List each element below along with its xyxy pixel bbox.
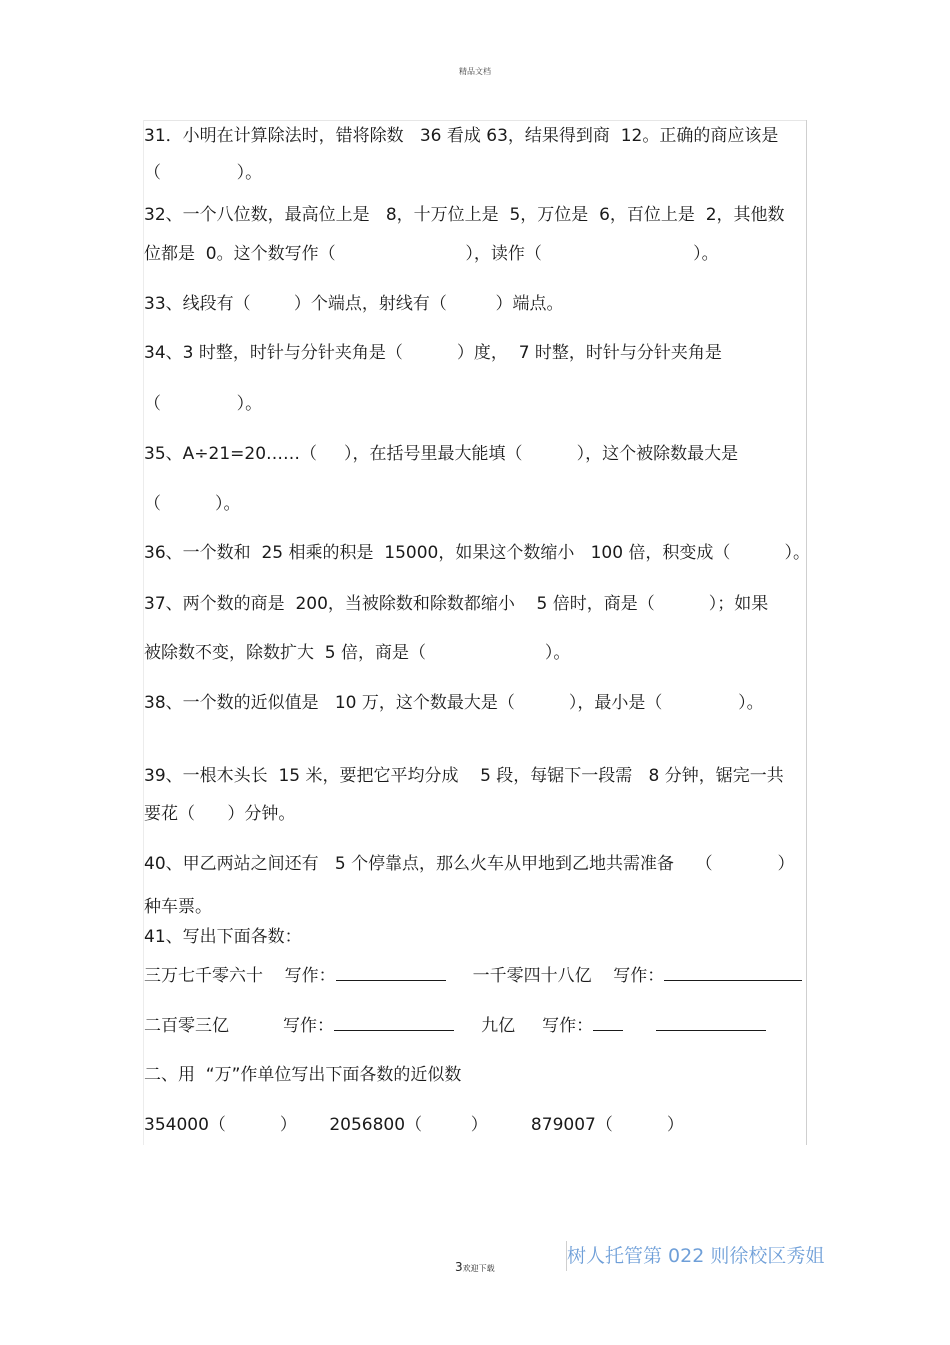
q41-row2-label-a: 二百零三亿 写作：	[144, 1016, 335, 1036]
page-header: 精品文档	[459, 67, 491, 76]
q41-row1-label-a: 三万七千零六十 写作：	[144, 966, 336, 986]
question-34-line-1: 34、3 时整，时针与分针夹角是（ ）度， 7 时整，时针与分针夹角是	[144, 343, 722, 363]
watermark: 树人托管第 022 则徐校区秀姐	[566, 1241, 807, 1271]
answer-blank[interactable]	[656, 1016, 766, 1031]
page-footer	[455, 1260, 495, 1274]
answer-blank[interactable]	[664, 966, 802, 981]
answer-blank[interactable]	[593, 1016, 623, 1031]
question-33: 33、线段有（ ）个端点，射线有（ ）端点。	[144, 294, 564, 314]
question-32-line-2: 位都是 0。这个数写作（ ），读作（ ）。	[144, 244, 719, 264]
question-32-line-1: 32、一个八位数，最高位上是 8，十万位上是 5，万位是 6，百位上是 2，其他数	[144, 205, 785, 225]
question-35-line-2: （ ）。	[144, 494, 241, 514]
question-37-line-2: 被除数不变，除数扩大 5 倍，商是（ ）。	[144, 643, 571, 663]
question-40-line-1: 40、甲乙两站之间还有 5 个停靠点，那么火车从甲地到乙地共需准备 （ ）	[144, 854, 795, 874]
question-36: 36、一个数和 25 相乘的积是 15000，如果这个数缩小 100 倍，积变成（ ）。	[144, 543, 810, 563]
question-39-line-2: 要花（ ）分钟。	[144, 804, 296, 824]
question-40-line-2: 种车票。	[144, 897, 212, 917]
question-41-row-1	[144, 965, 802, 987]
page-number: 3	[455, 1260, 463, 1274]
footer-text: 欢迎下载	[462, 1264, 495, 1273]
question-37-line-1: 37、两个数的商是 200，当被除数和除数都缩小 5 倍时，商是（ ）；如果	[144, 594, 769, 614]
frame-right-border	[806, 120, 807, 1145]
question-38: 38、一个数的近似值是 10 万，这个数最大是（ ），最小是（ ）。	[144, 693, 764, 713]
frame-left-border	[143, 120, 144, 1145]
q41-row1-label-b: 一千零四十八亿 写作：	[472, 966, 665, 986]
question-35-line-1: 35、A÷21=20……（ ），在括号里最大能填（ ），这个被除数最大是	[144, 444, 739, 464]
question-31-line-1: 31．小明在计算除法时，错将除数 36 看成 63，结果得到商 12。正确的商应该是	[144, 126, 779, 146]
question-39-line-1: 39、一根木头长 15 米，要把它平均分成 5 段，每锯下一段需 8 分钟，锯完一共	[144, 766, 784, 786]
question-34-line-2: （ ）。	[144, 394, 263, 414]
q41-row2-label-b: 九亿 写作：	[481, 1016, 594, 1036]
answer-blank[interactable]	[336, 966, 446, 981]
question-41: 41、写出下面各数：	[144, 927, 302, 947]
question-31-line-2: （ ）。	[144, 163, 263, 183]
question-41-row-2	[144, 1015, 766, 1037]
section-2-items: 354000（ ） 2056800（ ） 879007（ ）	[144, 1115, 684, 1135]
frame-top-border	[143, 120, 807, 121]
answer-blank[interactable]	[334, 1016, 454, 1031]
section-2-title: 二、用 “万”作单位写出下面各数的近似数	[144, 1065, 462, 1085]
